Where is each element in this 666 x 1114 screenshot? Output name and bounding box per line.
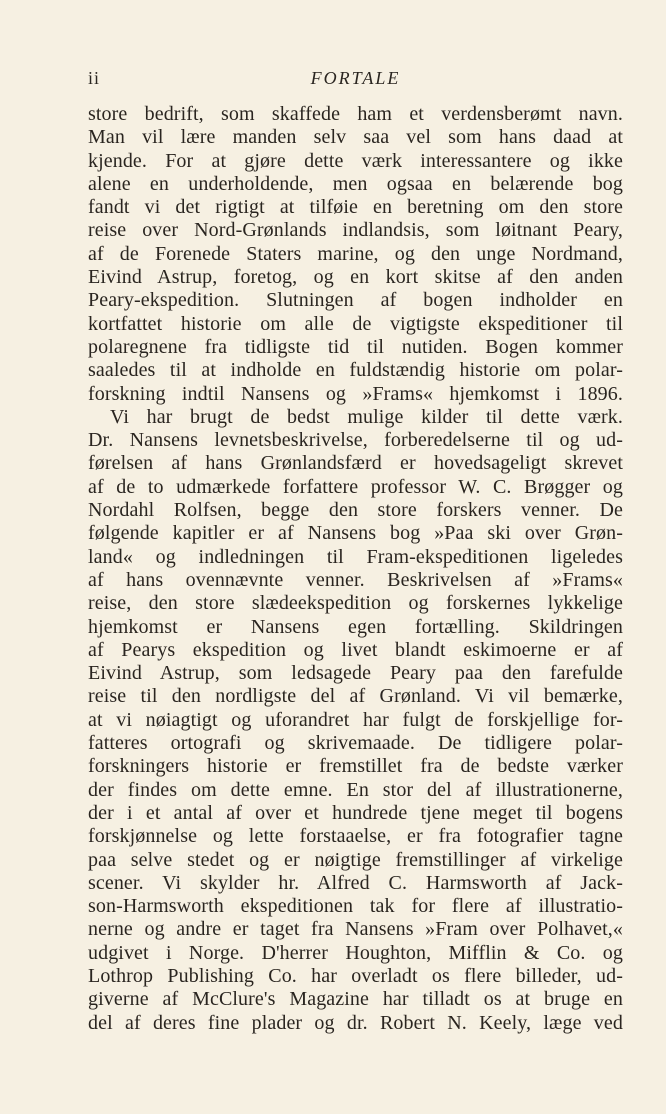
text-line: der i et antal af over et hundrede tjene meget til bogens (88, 801, 623, 824)
text-line: forskningers historie er fremstillet fra de bedste værker (88, 755, 623, 778)
text-line: Eivind Astrup, som ledsagede Peary paa den farefulde (88, 662, 623, 685)
text-line: Lothrop Publishing Co. har overladt os flere billeder, ud- (88, 964, 623, 987)
text-line: polaregnene fra tidligste tid til nutiden. Bogen kommer (88, 335, 623, 358)
text-line: scener. Vi skylder hr. Alfred C. Harmsworth af Jack- (88, 871, 623, 894)
text-line: giverne af McClure's Magazine har tilladt os at bruge en (88, 988, 623, 1011)
running-title: FORTALE (310, 68, 401, 88)
text-line: udgivet i Norge. D'herrer Houghton, Mifflin & Co. og (88, 941, 623, 964)
text-line: af hans ovennævnte venner. Beskrivelsen af »Frams« (88, 568, 623, 591)
text-line: der findes om dette emne. En stor del af illustrationerne, (88, 778, 623, 801)
text-line: af de Forenede Staters marine, og den unge Nordmand, (88, 242, 623, 265)
text-line: nerne og andre er taget fra Nansens »Fram over Polhavet,« (88, 918, 623, 941)
text-line: Eivind Astrup, foretog, og en kort skitse af den anden (88, 266, 623, 289)
text-line: Man vil lære manden selv saa vel som hans daad at (88, 126, 623, 149)
text-line: fandt vi det rigtigt at tilføie en beretning om den store (88, 196, 623, 219)
paragraph-start-line: Vi har brugt de bedst mulige kilder til dette værk. (110, 405, 623, 428)
text-line: reise, den store slædeekspedition og forskernes lykkelige (88, 592, 623, 615)
text-line: store bedrift, som skaffede ham et verdensberømt navn. (88, 103, 623, 125)
text-line: at vi nøiagtigt og uforandret har fulgt de forskjellige for- (88, 708, 623, 731)
text-line: land« og indledningen til Fram-ekspeditionen ligeledes (88, 545, 623, 568)
running-head (88, 68, 623, 94)
text-line: af Pearys ekspedition og livet blandt eskimoerne er af (88, 638, 623, 661)
text-line: reise til den nordligste del af Grønland. Vi vil bemærke, (88, 685, 623, 708)
text-line: son-Harmsworth ekspeditionen tak for flere af illustratio- (88, 895, 623, 918)
text-line: forskjønnelse og lette forstaaelse, er fra fotografier tagne (88, 825, 623, 848)
text-line: kortfattet historie om alle de vigtigste ekspeditioner til (88, 312, 623, 335)
text-line: reise over Nord-Grønlands indlandsis, som løitnant Peary, (88, 219, 623, 242)
text-line: forskning indtil Nansens og »Frams« hjemkomst i 1896. (88, 382, 623, 405)
text-line: fatteres ortografi og skrivemaade. De tidligere polar- (88, 732, 623, 755)
body-text (88, 103, 623, 1035)
text-line: del af deres fine plader og dr. Robert N. Keely, læge ved (88, 1011, 623, 1034)
text-line: Peary-ekspedition. Slutningen af bogen indholder en (88, 289, 623, 312)
text-line: alene en underholdende, men ogsaa en belærende bog (88, 172, 623, 195)
text-line: Nordahl Rolfsen, begge den store forskers venner. De (88, 499, 623, 522)
page-number: ii (88, 68, 101, 88)
text-line: Dr. Nansens levnetsbeskrivelse, forberedelserne til og ud- (88, 429, 623, 452)
text-line: saaledes til at indholde en fuldstændig historie om polar- (88, 359, 623, 382)
text-line: kjende. For at gjøre dette værk interessantere og ikke (88, 149, 623, 172)
text-line: følgende kapitler er af Nansens bog »Paa ski over Grøn- (88, 522, 623, 545)
text-line: paa selve stedet og er nøigtige fremstillinger af virkelige (88, 848, 623, 871)
text-line: førelsen af hans Grønlandsfærd er hovedsageligt skrevet (88, 452, 623, 475)
text-line: af de to udmærkede forfattere professor W. C. Brøgger og (88, 475, 623, 498)
text-line: hjemkomst er Nansens egen fortælling. Skildringen (88, 615, 623, 638)
